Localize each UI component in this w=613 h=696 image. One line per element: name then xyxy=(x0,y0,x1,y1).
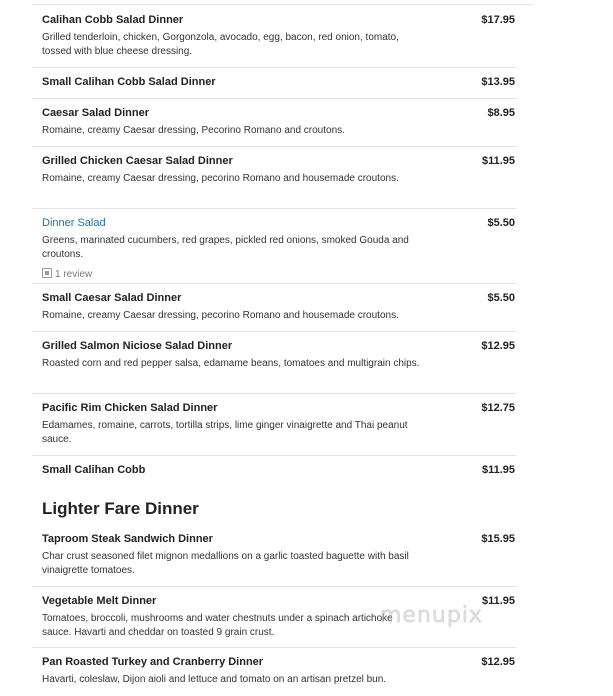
item-description: Grilled tenderloin, chicken, Gorgonzola, avocado, egg, bacon, red onion, tomato, tossed with blue cheese dressing. xyxy=(42,32,399,57)
item-name: Pacific Rim Chicken Salad Dinner xyxy=(42,402,218,414)
item-price: $11.95 xyxy=(481,464,515,476)
item-price: $11.95 xyxy=(481,595,515,607)
item-description: Romaine, creamy Caesar dressing, Pecorino Romano and croutons. xyxy=(42,125,345,136)
item-description: Roasted corn and red pepper salsa, edamame beans, tomatoes and multigrain chips. xyxy=(42,358,420,369)
menu-item xyxy=(42,291,515,327)
divider xyxy=(32,393,516,394)
menu-item xyxy=(42,655,515,691)
menu-item xyxy=(42,532,515,580)
divider xyxy=(32,455,516,456)
top-divider xyxy=(32,4,533,5)
divider xyxy=(32,98,516,99)
item-price: $5.50 xyxy=(487,292,515,304)
item-name: Small Caesar Salad Dinner xyxy=(42,292,182,304)
item-price: $13.95 xyxy=(481,76,515,88)
section-title: Lighter Fare Dinner xyxy=(42,499,199,518)
item-price: $12.95 xyxy=(481,340,515,352)
item-price: $12.95 xyxy=(481,656,515,668)
item-description: Edamames, romaine, carrots, tortilla strips, lime ginger vinaigrette and Thai peanut sauce. xyxy=(42,420,408,445)
item-name: Grilled Chicken Caesar Salad Dinner xyxy=(42,155,233,167)
item-description: Romaine, creamy Caesar dressing, pecorino Romano and housemade croutons. xyxy=(42,173,399,184)
item-price: $17.95 xyxy=(481,14,515,26)
item-price: $11.95 xyxy=(481,155,515,167)
item-name: Grilled Salmon Niciose Salad Dinner xyxy=(42,340,233,352)
divider xyxy=(32,208,516,209)
divider xyxy=(32,283,516,284)
menu-item xyxy=(42,154,515,202)
item-description: Greens, marinated cucumbers, red grapes, pickled red onions, smoked Gouda and croutons. xyxy=(42,235,409,260)
menu-item xyxy=(42,216,515,280)
menu-item xyxy=(42,463,515,481)
divider xyxy=(32,331,516,332)
item-name: Small Calihan Cobb xyxy=(42,464,146,476)
item-name-link[interactable]: Dinner Salad xyxy=(42,217,106,229)
item-price: $12.75 xyxy=(481,402,515,414)
menu-item xyxy=(42,401,515,449)
review-count: 1 review xyxy=(55,269,93,280)
watermark-logo: menupix xyxy=(380,603,483,628)
menu-item xyxy=(42,339,515,387)
item-description: Havarti, coleslaw, Dijon aioli and lettuce and tomato on an artisan pretzel bun. xyxy=(42,674,387,685)
item-name: Pan Roasted Turkey and Cranberry Dinner xyxy=(42,656,264,668)
item-name: Caesar Salad Dinner xyxy=(42,107,149,119)
menu-item xyxy=(42,106,515,142)
item-name: Vegetable Melt Dinner xyxy=(42,595,157,607)
item-name: Calihan Cobb Salad Dinner xyxy=(42,14,184,26)
menu-item xyxy=(42,75,515,93)
divider xyxy=(32,647,516,648)
menu-item xyxy=(42,594,515,642)
divider xyxy=(32,146,516,147)
divider xyxy=(32,67,516,68)
item-description: Char crust seasoned filet mignon medallions on a garlic toasted baguette with basil vinaigrette tomatoes. xyxy=(42,551,409,576)
item-description: Romaine, creamy Caesar dressing, pecorino Romano and housemade croutons. xyxy=(42,310,399,321)
item-price: $5.50 xyxy=(487,217,515,229)
divider xyxy=(32,586,516,587)
item-description: Tomatoes, broccoli, mushrooms and water chestnuts under a spinach artichoke sauce. Havarti and cheddar on toasted 9 grain crust. xyxy=(42,613,393,638)
item-price: $8.95 xyxy=(487,107,515,119)
item-name: Small Calihan Cobb Salad Dinner xyxy=(42,76,216,88)
menu-item xyxy=(42,13,515,61)
review-icon xyxy=(42,268,52,278)
item-price: $15.95 xyxy=(481,533,515,545)
item-name: Taproom Steak Sandwich Dinner xyxy=(42,533,213,545)
review-link[interactable] xyxy=(42,268,92,281)
